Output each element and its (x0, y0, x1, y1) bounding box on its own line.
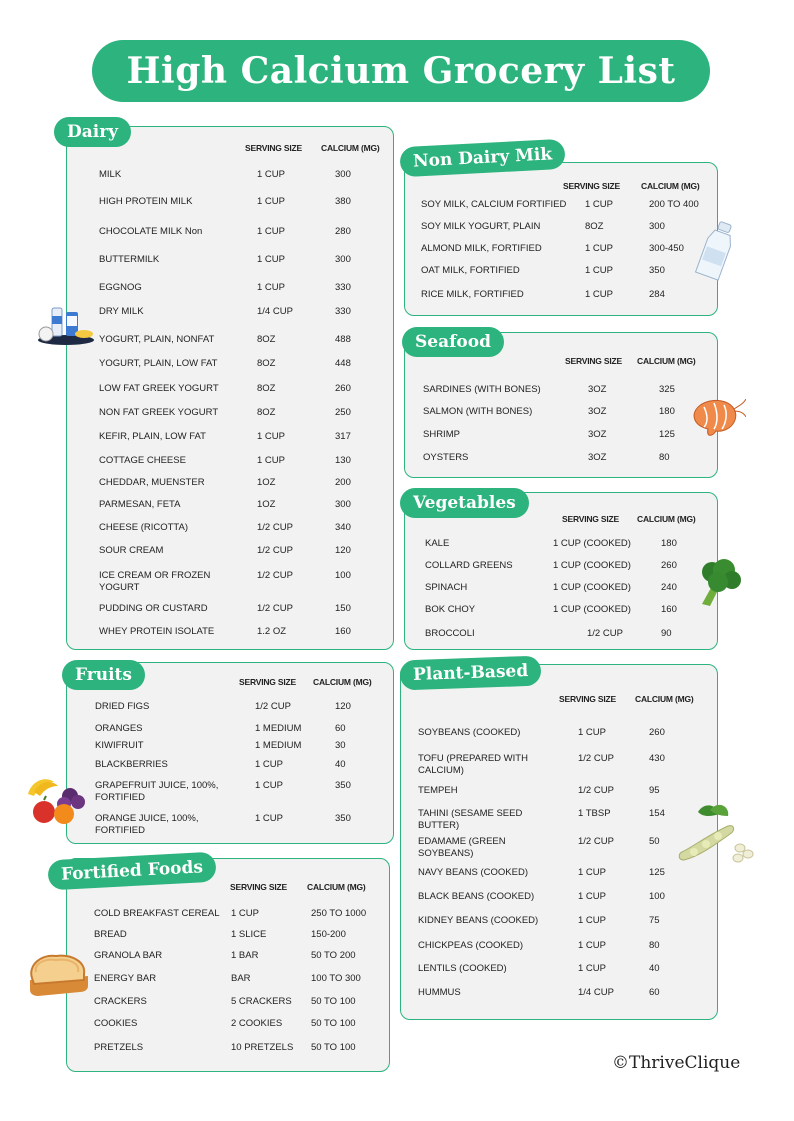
vegetables-item-name: COLLARD GREENS (425, 560, 513, 571)
dairy-item-name: DRY MILK (99, 306, 144, 317)
vegetables-calcium-value: 240 (661, 582, 677, 593)
dairy-label: Dairy (54, 117, 131, 147)
dairy-calcium-value: 330 (335, 282, 351, 293)
fruits-serving-size: 1 MEDIUM (255, 723, 302, 734)
nondairy-calcium-value: 284 (649, 289, 665, 300)
plant-item-name: HUMMUS (418, 987, 461, 998)
seafood-label: Seafood (402, 327, 504, 357)
nondairy-item-name: OAT MILK, FORTIFIED (421, 265, 520, 276)
plant-serving-size: 1/2 CUP (578, 836, 614, 847)
dairy-item-name: COTTAGE CHEESE (99, 455, 186, 466)
plant-serving-size: 1 CUP (578, 867, 606, 878)
dairy-item-name: YOGURT, PLAIN, NONFAT (99, 334, 215, 345)
fortified-serving-size: 5 CRACKERS (231, 996, 292, 1007)
milk-bottle-icon (694, 220, 740, 282)
fortified-calcium-value: 100 TO 300 (311, 973, 361, 984)
seafood-calcium-value: 325 (659, 384, 675, 395)
fruits-calcium-value: 60 (335, 723, 346, 734)
dairy-calcium-value: 100 (335, 570, 351, 581)
dairy-item-name: WHEY PROTEIN ISOLATE (99, 626, 215, 637)
plant-calcium-value: 50 (649, 836, 660, 847)
plant-item-name: BLACK BEANS (COOKED) (418, 891, 535, 902)
dairy-serving-size: 1 CUP (257, 254, 285, 265)
dairy-item-name: CHEESE (RICOTTA) (99, 522, 189, 533)
nondairy-calcium-value: 350 (649, 265, 665, 276)
dairy-item-name: YOGURT, PLAIN, LOW FAT (99, 358, 218, 369)
nondairy-calcium-header: CALCIUM (MG) (641, 181, 700, 191)
nondairy-calcium-value: 300-450 (649, 243, 684, 254)
plant-item-name: TAHINI (SESAME SEED BUTTER) (418, 808, 523, 831)
fruits-item-name: BLACKBERRIES (95, 759, 168, 770)
dairy-calcium-value: 300 (335, 254, 351, 265)
dairy-serving-size: 1.2 OZ (257, 626, 287, 637)
dairy-calcium-value: 150 (335, 603, 351, 614)
fruits-item-name: DRIED FIGS (95, 701, 150, 712)
page-title: High Calcium Grocery List (92, 40, 710, 102)
dairy-calcium-value: 330 (335, 306, 351, 317)
fortified-serving-size: 2 COOKIES (231, 1018, 283, 1029)
fruits-item-name: ORANGE JUICE, 100%, FORTIFIED (95, 813, 199, 836)
fortified-item-name: COLD BREAKFAST CEREAL (94, 908, 220, 919)
nondairy-serving-header: SERVING SIZE (563, 181, 620, 191)
fortified-calcium-value: 150-200 (311, 929, 346, 940)
vegetables-calcium-value: 90 (661, 628, 672, 639)
plant-item-name: TOFU (PREPARED WITH CALCIUM) (418, 753, 528, 776)
dairy-section (66, 126, 394, 650)
dairy-serving-size: 1/2 CUP (257, 570, 293, 581)
seafood-item-name: SARDINES (WITH BONES) (423, 384, 541, 395)
fortified-label: Fortified Foods (47, 852, 216, 891)
dairy-calcium-value: 300 (335, 169, 351, 180)
nondairy-serving-size: 1 CUP (585, 265, 613, 276)
fruits-serving-size: 1 CUP (255, 759, 283, 770)
dairy-item-name: CHEDDAR, MUENSTER (99, 477, 205, 488)
dairy-item-name: EGGNOG (99, 282, 142, 293)
fortified-calcium-value: 50 TO 100 (311, 1018, 356, 1029)
seafood-calcium-header: CALCIUM (MG) (637, 356, 696, 366)
dairy-item-name: ICE CREAM OR FROZEN YOGURT (99, 570, 211, 593)
plant-item-name: NAVY BEANS (COOKED) (418, 867, 528, 878)
brand-signature: ©ThriveClique (612, 1053, 741, 1073)
fortified-calcium-value: 50 TO 100 (311, 996, 356, 1007)
fortified-serving-size: 1 SLICE (231, 929, 267, 940)
dairy-item-name: PUDDING OR CUSTARD (99, 603, 208, 614)
plant-item-name: EDAMAME (GREEN SOYBEANS) (418, 836, 506, 859)
vegetables-serving-size: 1 CUP (COOKED) (553, 604, 631, 615)
seafood-serving-size: 3OZ (588, 406, 607, 417)
dairy-item-name: LOW FAT GREEK YOGURT (99, 383, 219, 394)
edamame-icon (676, 802, 756, 866)
dairy-serving-header: SERVING SIZE (245, 143, 302, 153)
nondairy-serving-size: 1 CUP (585, 243, 613, 254)
nondairy-item-name: SOY MILK, CALCIUM FORTIFIED (421, 199, 567, 210)
fruits-calcium-value: 120 (335, 701, 351, 712)
seafood-calcium-value: 180 (659, 406, 675, 417)
dairy-calcium-value: 120 (335, 545, 351, 556)
dairy-serving-size: 1/2 CUP (257, 545, 293, 556)
dairy-item-name: BUTTERMILK (99, 254, 160, 265)
fortified-item-name: BREAD (94, 929, 127, 940)
vegetables-item-name: KALE (425, 538, 450, 549)
fruits-serving-size: 1 MEDIUM (255, 740, 302, 751)
fortified-serving-size: 1 CUP (231, 908, 259, 919)
fruits-item-name: GRAPEFRUIT JUICE, 100%, FORTIFIED (95, 780, 219, 803)
vegetables-calcium-value: 260 (661, 560, 677, 571)
fortified-serving-size: 1 BAR (231, 950, 259, 961)
plant-serving-header: SERVING SIZE (559, 694, 616, 704)
fortified-calcium-value: 50 TO 200 (311, 950, 356, 961)
plant-calcium-value: 60 (649, 987, 660, 998)
nondairy-item-name: ALMOND MILK, FORTIFIED (421, 243, 542, 254)
dairy-serving-size: 1/4 CUP (257, 306, 293, 317)
dairy-calcium-value: 160 (335, 626, 351, 637)
dairy-calcium-value: 448 (335, 358, 351, 369)
plant-calcium-value: 80 (649, 940, 660, 951)
dairy-serving-size: 8OZ (257, 407, 276, 418)
dairy-products-icon (36, 300, 96, 348)
fruits-calcium-header: CALCIUM (MG) (313, 677, 372, 687)
dairy-serving-size: 1 CUP (257, 282, 285, 293)
fruits-serving-size: 1 CUP (255, 813, 283, 824)
plant-calcium-header: CALCIUM (MG) (635, 694, 694, 704)
fortified-serving-size: BAR (231, 973, 251, 984)
bread-icon (26, 950, 92, 1000)
dairy-serving-size: 8OZ (257, 334, 276, 345)
dairy-calcium-value: 340 (335, 522, 351, 533)
seafood-item-name: SALMON (WITH BONES) (423, 406, 533, 417)
nondairy-calcium-value: 300 (649, 221, 665, 232)
fortified-item-name: PRETZELS (94, 1042, 144, 1053)
dairy-serving-size: 1OZ (257, 499, 276, 510)
seafood-serving-size: 3OZ (588, 452, 607, 463)
fortified-item-name: COOKIES (94, 1018, 138, 1029)
dairy-calcium-value: 380 (335, 196, 351, 207)
fruits-serving-size: 1/2 CUP (255, 701, 291, 712)
nondairy-serving-size: 1 CUP (585, 289, 613, 300)
fortified-item-name: CRACKERS (94, 996, 147, 1007)
dairy-serving-size: 1/2 CUP (257, 603, 293, 614)
fruits-serving-size: 1 CUP (255, 780, 283, 791)
dairy-item-name: HIGH PROTEIN MILK (99, 196, 193, 207)
fruits-item-name: KIWIFRUIT (95, 740, 144, 751)
fruits-item-name: ORANGES (95, 723, 143, 734)
dairy-item-name: SOUR CREAM (99, 545, 164, 556)
fruits-calcium-value: 350 (335, 780, 351, 791)
plant-item-name: LENTILS (COOKED) (418, 963, 507, 974)
dairy-calcium-value: 300 (335, 499, 351, 510)
plant-calcium-value: 125 (649, 867, 665, 878)
fruit-basket-icon (24, 774, 94, 826)
plant-serving-size: 1 CUP (578, 891, 606, 902)
dairy-serving-size: 1 CUP (257, 226, 285, 237)
plant-serving-size: 1 CUP (578, 727, 606, 738)
dairy-serving-size: 8OZ (257, 358, 276, 369)
dairy-calcium-value: 130 (335, 455, 351, 466)
fruits-calcium-value: 350 (335, 813, 351, 824)
fortified-item-name: ENERGY BAR (94, 973, 157, 984)
nondairy-section (404, 162, 718, 316)
dairy-item-name: MILK (99, 169, 122, 180)
fruits-calcium-value: 40 (335, 759, 346, 770)
plant-calcium-value: 430 (649, 753, 665, 764)
fruits-calcium-value: 30 (335, 740, 346, 751)
dairy-calcium-value: 260 (335, 383, 351, 394)
plant-serving-size: 1/2 CUP (578, 753, 614, 764)
plant-calcium-value: 75 (649, 915, 660, 926)
fruits-serving-header: SERVING SIZE (239, 677, 296, 687)
fortified-serving-header: SERVING SIZE (230, 882, 287, 892)
dairy-serving-size: 1 CUP (257, 169, 285, 180)
dairy-serving-size: 1 CUP (257, 196, 285, 207)
plant-item-name: CHICKPEAS (COOKED) (418, 940, 524, 951)
seafood-serving-header: SERVING SIZE (565, 356, 622, 366)
vegetables-item-name: SPINACH (425, 582, 468, 593)
seafood-item-name: SHRIMP (423, 429, 460, 440)
plant-serving-size: 1 TBSP (578, 808, 611, 819)
plant-label: Plant-Based (400, 656, 542, 691)
dairy-calcium-value: 250 (335, 407, 351, 418)
plant-calcium-value: 100 (649, 891, 665, 902)
shrimp-icon (686, 393, 746, 441)
dairy-calcium-value: 200 (335, 477, 351, 488)
nondairy-item-name: SOY MILK YOGURT, PLAIN (421, 221, 541, 232)
vegetables-calcium-value: 160 (661, 604, 677, 615)
plant-section (400, 664, 718, 1020)
fortified-item-name: GRANOLA BAR (94, 950, 163, 961)
plant-serving-size: 1/4 CUP (578, 987, 614, 998)
seafood-serving-size: 3OZ (588, 429, 607, 440)
broccoli-icon (692, 556, 744, 608)
vegetables-serving-header: SERVING SIZE (562, 514, 619, 524)
fortified-section (66, 858, 390, 1072)
vegetables-item-name: BOK CHOY (425, 604, 476, 615)
vegetables-calcium-value: 180 (661, 538, 677, 549)
nondairy-calcium-value: 200 TO 400 (649, 199, 699, 210)
dairy-calcium-value: 488 (335, 334, 351, 345)
plant-serving-size: 1/2 CUP (578, 785, 614, 796)
fortified-calcium-value: 250 TO 1000 (311, 908, 367, 919)
seafood-calcium-value: 80 (659, 452, 670, 463)
plant-serving-size: 1 CUP (578, 915, 606, 926)
nondairy-label: Non Dairy Mik (399, 139, 566, 178)
fruits-label: Fruits (62, 660, 145, 690)
dairy-item-name: CHOCOLATE MILK Non (99, 226, 203, 237)
vegetables-serving-size: 1 CUP (COOKED) (553, 560, 631, 571)
dairy-calcium-header: CALCIUM (MG) (321, 143, 380, 153)
dairy-calcium-value: 280 (335, 226, 351, 237)
plant-serving-size: 1 CUP (578, 940, 606, 951)
nondairy-item-name: RICE MILK, FORTIFIED (421, 289, 524, 300)
dairy-calcium-value: 317 (335, 431, 351, 442)
dairy-item-name: PARMESAN, FETA (99, 499, 181, 510)
plant-item-name: KIDNEY BEANS (COOKED) (418, 915, 539, 926)
dairy-serving-size: 8OZ (257, 383, 276, 394)
vegetables-item-name: BROCCOLI (425, 628, 475, 639)
plant-calcium-value: 95 (649, 785, 660, 796)
plant-calcium-value: 154 (649, 808, 665, 819)
plant-serving-size: 1 CUP (578, 963, 606, 974)
fortified-serving-size: 10 PRETZELS (231, 1042, 294, 1053)
dairy-item-name: KEFIR, PLAIN, LOW FAT (99, 431, 206, 442)
dairy-serving-size: 1/2 CUP (257, 522, 293, 533)
plant-item-name: TEMPEH (418, 785, 458, 796)
dairy-serving-size: 1 CUP (257, 455, 285, 466)
plant-calcium-value: 260 (649, 727, 665, 738)
vegetables-label: Vegetables (400, 488, 529, 518)
seafood-serving-size: 3OZ (588, 384, 607, 395)
dairy-serving-size: 1OZ (257, 477, 276, 488)
fortified-calcium-header: CALCIUM (MG) (307, 882, 366, 892)
nondairy-serving-size: 8OZ (585, 221, 604, 232)
vegetables-serving-size: 1/2 CUP (587, 628, 623, 639)
vegetables-serving-size: 1 CUP (COOKED) (553, 538, 631, 549)
plant-calcium-value: 40 (649, 963, 660, 974)
seafood-item-name: OYSTERS (423, 452, 469, 463)
seafood-calcium-value: 125 (659, 429, 675, 440)
vegetables-calcium-header: CALCIUM (MG) (637, 514, 696, 524)
dairy-item-name: NON FAT GREEK YOGURT (99, 407, 219, 418)
fortified-calcium-value: 50 TO 100 (311, 1042, 356, 1053)
dairy-serving-size: 1 CUP (257, 431, 285, 442)
nondairy-serving-size: 1 CUP (585, 199, 613, 210)
plant-item-name: SOYBEANS (COOKED) (418, 727, 521, 738)
vegetables-serving-size: 1 CUP (COOKED) (553, 582, 631, 593)
